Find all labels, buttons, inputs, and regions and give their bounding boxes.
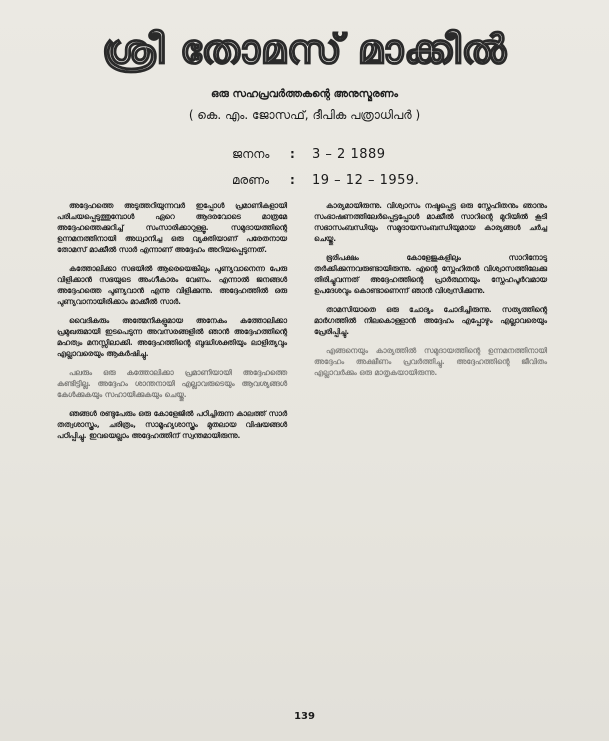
life-dates	[232, 141, 419, 193]
right-paragraph: ഭൂരിപക്ഷം കോളേജുകളിലും സാറിനോടു തർക്കിക്കുന്നവരുണ്ടായിരുന്നു. എന്റെ സ്നേഹിതൻ വിശ്വാസത്തിലേക്കു തിരിച്ചുവന്നത് അദ്ദേഹത്തിന്റെ പ്രാർത്ഥനയും സ്നേഹപൂർവമായ ഉപദേശവും കൊണ്ടാണെന്ന് ഞാൻ വിശ്വസിക്കുന്നു.	[314, 253, 547, 295]
left-paragraph: പലരും ഒരു കത്തോലിക്കാ പ്രമാണിയായി അദ്ദേഹത്തെ കണ്ടിട്ടില്ല. അദ്ദേഹം ശാന്തനായി എല്ലാവരുടെയും ആവശ്യങ്ങൾ കേൾക്കുകയും സഹായിക്കുകയും ചെയ്തു.	[57, 368, 287, 399]
article-subtitle: ഒരു സഹപ്രവർത്തകന്റെ അനുസ്മരണം	[211, 88, 398, 100]
birth-date: 3 – 2 1889	[312, 146, 386, 162]
left-paragraph: വൈദികരും അത്മേനികളുമായ അനേകം കത്തോലിക്കാ പ്രമുഖരുമായി ഇടപെടുന്ന അവസരങ്ങളിൽ ഞാൻ അദ്ദേഹത്തിന്റെ മഹത്വം മനസ്സിലാക്കി. അദ്ദേഹത്തിന്റെ ബുദ്ധിശക്തിയും ലാളിത്യവും എല്ലാവരെയും ആകർഷിച്ചു.	[57, 316, 287, 358]
left-paragraph: ഞങ്ങൾ രണ്ടുപേരും ഒരു കോളേജിൽ പഠിച്ചിരുന്ന കാലത്ത് സാർ തത്വശാസ്ത്രം, ചരിത്രം, സാമൂഹ്യശാസ്ത്രം മുതലായ വിഷയങ്ങൾ പഠിപ്പിച്ചു. ഇവയെല്ലാം അദ്ദേഹത്തിന് സ്വന്തമായിരുന്നു.	[57, 409, 287, 440]
death-label: മരണം	[232, 172, 270, 187]
right-paragraph: എങ്ങനെയും കാര്യത്തിൽ സമുദായത്തിന്റെ ഉന്നമനത്തിനായി അദ്ദേഹം അക്ഷീണം പ്രവർത്തിച്ചു. അദ്ദേഹത്തിന്റെ ജീവിതം എല്ലാവർക്കും ഒരു മാതൃകയായിരുന്നു.	[314, 346, 547, 377]
left-column	[57, 200, 287, 449]
death-date: 19 – 12 – 1959.	[312, 172, 420, 188]
left-paragraph: കത്തോലിക്കാ സഭയിൽ ആരെയെങ്കിലും പുണ്യവാനെന്ന പേരു വിളിക്കാൻ സഭയുടെ അംഗീകാരം വേണം. എന്നാൽ ജനങ്ങൾ അദ്ദേഹത്തെ പുണ്യവാൻ എന്നു വിളിക്കുന്നു. അദ്ദേഹത്തിൽ ഒരു പുണ്യവാനായിരിക്കാം മാക്കീൽ സാർ.	[57, 264, 287, 306]
right-paragraph: കാര്യമായിരുന്നു. വിശ്വാസം നഷ്ടപ്പെട്ട ഒരു സ്നേഹിതനും ഞാനും സംഭാഷണത്തിലേർപ്പെട്ടപ്പോൾ മാക്കീൽ സാറിന്റെ മുറിയിൽ കൂടി സഭാസംബന്ധിയും സമുദായസംബന്ധിയുമായ കാര്യങ്ങൾ ചർച്ച ചെയ്തു.	[314, 201, 547, 243]
death-row	[232, 167, 419, 193]
birth-row	[232, 141, 419, 167]
right-paragraph: താമസിയാതെ ഒരു ചോദ്യം ചോദിച്ചിരുന്നു. സത്യത്തിന്റെ മാർഗത്തിൽ നിലകൊള്ളാൻ അദ്ദേഹം എപ്പോഴും എല്ലാവരെയും പ്രേരിപ്പിച്ചു.	[314, 305, 547, 336]
page-number: 139	[294, 711, 315, 722]
author-line: ( കെ. എം. ജോസഫ്, ദീപിക പത്രാധിപർ )	[188, 108, 421, 122]
birth-separator: :	[290, 147, 295, 161]
right-column	[314, 200, 547, 386]
death-separator: :	[290, 173, 295, 187]
birth-label: ജനനം	[232, 146, 270, 161]
left-paragraph: അദ്ദേഹത്തെ അടുത്തറിയുന്നവർ ഇപ്പോൾ പ്രമാണികളായി പരിചയപ്പെടുത്തുമ്പോൾ ഏറെ ആദരവോടെ മാത്രമേ അദ്ദേഹത്തെക്കുറിച്ച് സംസാരിക്കാറുള്ളൂ. സമുദായത്തിന്റെ ഉന്നമനത്തിനായി അധ്വാനിച്ച ഒരു വ്യക്തിയാണ് പരേതനായ തോമസ് മാക്കീൽ സാർ എന്നാണ് അദ്ദേഹം അറിയപ്പെടുന്നത്.	[57, 201, 287, 254]
article-title: ശ്രീ തോമസ് മാക്കീൽ	[101, 26, 508, 73]
